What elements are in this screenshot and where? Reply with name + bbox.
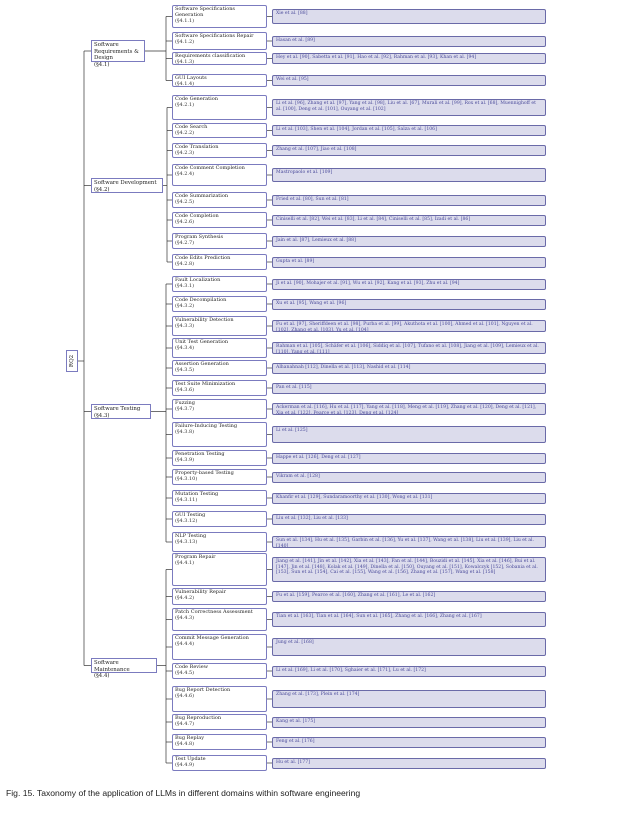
group-section: (§4.3) — [94, 412, 110, 419]
task-section: (§4.2.3) — [175, 149, 195, 156]
task-label: Failure-Inducing Testing — [175, 423, 238, 429]
task-node — [172, 686, 267, 712]
reference-list: Ji et al. [90], Mohajer et al. [91], Wu et al. [92], Kang et al. [93], Zhu et al. [94] — [272, 279, 546, 290]
task-node — [172, 450, 267, 466]
task-node — [172, 192, 267, 208]
task-section: (§4.3.2) — [175, 302, 195, 309]
task-label: Program Repair — [175, 554, 216, 560]
reference-list: Jiang et al. [141], Jin et al. [142], Xia et al. [143], Fan et al. [144], Bouzidi et al. [145], Xia et al. [146], Bui et al. [147], Jin et al. [148], Kolak et al. [149], Dinella et al. [150], Ouyang et al. [151], Kowalczyk [152], Sobania et al. [153], Sun et al. [154], Cai et al. [155], Wang et al. [156], Zhang et al. [157], Wang et al. [158] — [272, 557, 546, 582]
task-section: (§4.2.4) — [175, 170, 195, 177]
task-node — [172, 634, 267, 660]
task-node — [172, 32, 267, 50]
task-node — [172, 233, 267, 249]
task-node — [172, 338, 267, 358]
reference-list: Jung et al. [168] — [272, 638, 546, 656]
task-section: (§4.4.4) — [175, 640, 195, 647]
task-node — [172, 143, 267, 158]
task-section: (§4.3.11) — [175, 496, 198, 503]
task-section: (§4.3.1) — [175, 282, 195, 289]
task-label: Code Completion — [175, 213, 219, 219]
task-label: Vulnerability Detection — [175, 317, 234, 323]
task-label: Mutation Testing — [175, 491, 219, 497]
reference-list: Hu et al. [177] — [272, 758, 546, 769]
reference-list: Li et al. [169], Li et al. [170], Sghaier et al. [171], Lu et al. [172] — [272, 666, 546, 677]
task-label: Code Generation — [175, 96, 218, 102]
task-section: (§4.3.3) — [175, 322, 195, 329]
task-label: Code Translation — [175, 144, 219, 150]
root-node — [66, 350, 78, 372]
task-section: (§4.4.6) — [175, 692, 195, 699]
group-section: (§4.2) — [94, 186, 110, 193]
task-node — [172, 399, 267, 419]
reference-list: Liu et al. [132], Liu et al. [133] — [272, 514, 546, 525]
task-section: (§4.4.5) — [175, 669, 195, 676]
reference-list: Li et al. [103], Shen et al. [104], Jordan et al. [105], Salza et al. [106] — [272, 125, 546, 136]
task-label: Commit Message Generation — [175, 635, 249, 641]
task-label: Property-based Testing — [175, 470, 234, 476]
task-node — [172, 123, 267, 138]
task-label: Code Edits Prediction — [175, 255, 231, 261]
task-section: (§4.3.7) — [175, 405, 195, 412]
group-label: Software Requirements & Design — [94, 42, 139, 62]
reference-list: Fried et al. [80], Sun et al. [81] — [272, 195, 546, 206]
task-section: (§4.1.2) — [175, 38, 195, 45]
task-node — [172, 52, 267, 65]
task-label: Code Summarization — [175, 193, 229, 199]
task-node — [172, 212, 267, 228]
task-label: GUI Testing — [175, 512, 206, 518]
task-label: Vulnerability Repair — [175, 589, 226, 595]
task-label: Bug Report Detection — [175, 687, 231, 693]
figure-caption: Fig. 15. Taxonomy of the application of LLMs in different domains within software engineering — [6, 788, 361, 798]
reference-list: Xu et al. [95], Wang et al. [96] — [272, 299, 546, 310]
group-development — [91, 178, 163, 193]
task-label: Code Comment Completion — [175, 165, 245, 171]
reference-list: Fu et al. [159], Pearce et al. [160], Zhang et al. [161], Le et al. [162] — [272, 591, 546, 602]
task-node — [172, 5, 267, 28]
task-section: (§4.2.6) — [175, 218, 195, 225]
task-section: (§4.3.13) — [175, 538, 198, 545]
reference-list: Feng et al. [176] — [272, 737, 546, 748]
reference-list: Vikram et al. [128] — [272, 472, 546, 483]
task-label: Assertion Generation — [175, 361, 229, 367]
task-section: (§4.3.12) — [175, 517, 198, 524]
root-label: RQ2 — [69, 354, 75, 368]
reference-list: Rahman et al. [105], Schäfer et al. [106], Siddiq et al. [107], Tufano et al. [108], Jiang et al. [109], Lemieux et al. [110], Yang et al. [111] — [272, 342, 546, 354]
task-label: Software Specifications Generation — [175, 6, 235, 18]
group-label: Software Maintenance — [94, 660, 130, 673]
task-label: Fault Localization — [175, 277, 221, 283]
task-section: (§4.2.1) — [175, 101, 195, 108]
reference-list: Ciniselli et al. [82], Wei et al. [83], Li et al. [84], Ciniselli et al. [85], Izadi et al. [86] — [272, 215, 546, 226]
group-label: Software Development — [94, 180, 157, 186]
reference-list: Ackerman et al. [116], Hu et al. [117], Yang et al. [118], Meng et al. [119], Zhang et al. [120], Deng et al. [121], Xia et al. [122], Pearce et al. [123], Deng et al. [124] — [272, 403, 546, 415]
task-node — [172, 74, 267, 87]
task-node — [172, 755, 267, 771]
reference-list: Kang et al. [175] — [272, 717, 546, 728]
task-section: (§4.4.9) — [175, 761, 195, 768]
reference-list: Zhang et al. [107], Jiao et al. [108] — [272, 145, 546, 156]
task-node — [172, 734, 267, 750]
task-node — [172, 469, 267, 485]
group-requirements-design — [91, 40, 145, 68]
task-section: (§4.4.8) — [175, 740, 195, 747]
task-label: Code Decompilation — [175, 297, 227, 303]
task-section: (§4.3.9) — [175, 456, 195, 463]
group-section: (§4.4) — [94, 673, 110, 680]
task-section: (§4.1.4) — [175, 80, 195, 87]
reference-list: Tian et al. [163], Tian et al. [164], Sun et al. [165], Zhang et al. [166], Zhang et al. [167] — [272, 612, 546, 627]
task-section: (§4.3.10) — [175, 475, 198, 482]
task-node — [172, 490, 267, 506]
task-label: Code Review — [175, 664, 208, 670]
task-node — [172, 360, 267, 376]
task-node — [172, 511, 267, 527]
task-node — [172, 296, 267, 312]
task-label: Penetration Testing — [175, 451, 225, 457]
task-node — [172, 164, 267, 186]
task-node — [172, 663, 267, 679]
group-maintenance — [91, 658, 157, 680]
task-node — [172, 95, 267, 120]
task-label: GUI Layouts — [175, 75, 207, 81]
task-section: (§4.4.1) — [175, 559, 195, 566]
task-node — [172, 422, 267, 447]
reference-list: Hey et al. [90], Sabetta et al. [91], Hao et al. [92], Rahman et al. [93], Khan et al. [94] — [272, 53, 546, 64]
task-section: (§4.4.7) — [175, 720, 195, 727]
task-label: Bug Replay — [175, 735, 205, 741]
task-node — [172, 532, 267, 552]
task-node — [172, 316, 267, 336]
task-section: (§4.3.5) — [175, 366, 195, 373]
reference-list: Jain et al. [87], Lemieux et al. [88] — [272, 236, 546, 247]
group-testing — [91, 404, 151, 419]
task-label: Requirements classification — [175, 53, 246, 59]
reference-list: Li et al. [96], Zhang et al. [97], Yang et al. [98], Liu et al. [67], Murali et al. [99], Rox et al. [68], Muennighoff et al. [100], Deng et al. [101], Ouyang et al. [102] — [272, 99, 546, 116]
task-node — [172, 608, 267, 631]
task-node — [172, 714, 267, 730]
task-section: (§4.4.2) — [175, 594, 195, 601]
reference-list: Zhang et al. [173], Plein et al. [174] — [272, 690, 546, 708]
task-label: Fuzzing — [175, 400, 195, 406]
task-node — [172, 276, 267, 292]
task-section: (§4.2.8) — [175, 260, 195, 267]
task-label: Bug Reproduction — [175, 715, 222, 721]
task-section: (§4.3.4) — [175, 344, 195, 351]
task-section: (§4.2.2) — [175, 129, 195, 136]
reference-list: Happe et al. [126], Deng et al. [127] — [272, 453, 546, 464]
task-section: (§4.1.3) — [175, 58, 195, 65]
reference-list: Gupta et al. [89] — [272, 257, 546, 268]
task-node — [172, 380, 267, 396]
reference-list: Hasan et al. [89] — [272, 36, 546, 47]
task-node — [172, 588, 267, 605]
task-label: Test Suite Minimization — [175, 381, 236, 387]
task-node — [172, 553, 267, 586]
task-section: (§4.3.6) — [175, 386, 195, 393]
reference-list: Pan et al. [115] — [272, 383, 546, 394]
reference-list: Khanfir et al. [129], Sundaramoorthy et al. [130], Wong et al. [131] — [272, 493, 546, 504]
task-label: Program Synthesis — [175, 234, 224, 240]
task-section: (§4.2.7) — [175, 239, 195, 246]
reference-list: Wei et al. [95] — [272, 75, 546, 86]
task-label: Unit Test Generation — [175, 339, 229, 345]
group-section: (§4.1) — [94, 61, 110, 68]
task-section: (§4.4.3) — [175, 614, 195, 621]
task-label: NLP Testing — [175, 533, 207, 539]
reference-list: Li et al. [125] — [272, 426, 546, 443]
reference-list: Fu et al. [97], Sheriffdeen et al. [98], Purba et al. [99], Akuthota et al. [100], Ahmed et al. [101], Nguyen et al. [102], Zhang et al. [103], Yu et al. [104] — [272, 320, 546, 332]
task-section: (§4.3.8) — [175, 428, 195, 435]
task-section: (§4.1.1) — [175, 17, 195, 24]
task-label: Test Update — [175, 756, 206, 762]
task-label: Code Search — [175, 124, 208, 130]
task-label: Software Specifications Repair — [175, 33, 254, 39]
task-section: (§4.2.5) — [175, 198, 195, 205]
reference-list: Alhanahnah [112], Dinella et al. [113], Nashid et al. [114] — [272, 363, 546, 374]
reference-list: Xie et al. [88] — [272, 9, 546, 24]
task-node — [172, 254, 267, 270]
reference-list: Sun et al. [134], Hu et al. [135], Garbin et al. [136], Yu et al. [137], Wang et al. [138], Liu et al. [139], Liu et al. [140] — [272, 536, 546, 548]
reference-list: Mastropaolo et al. [109] — [272, 168, 546, 182]
task-label: Patch Correctness Assessment — [175, 609, 253, 615]
group-label: Software Testing — [94, 406, 141, 412]
